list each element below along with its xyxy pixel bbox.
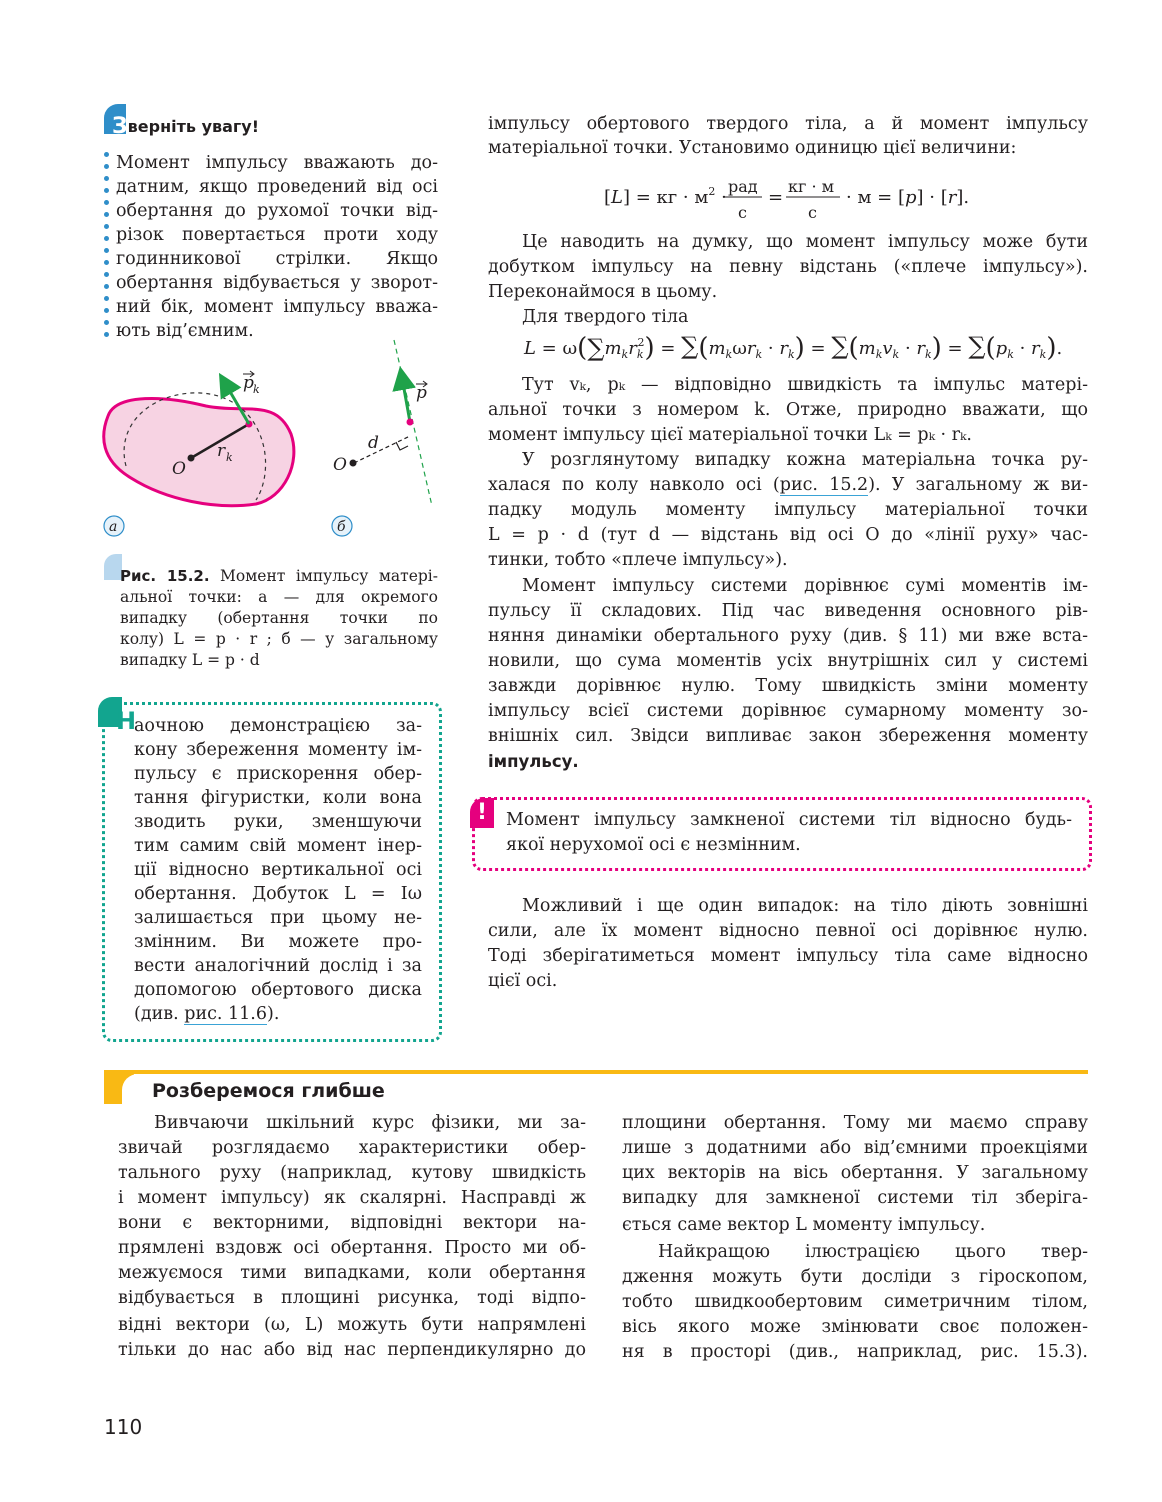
attention-line: обертання до рухомої точки від-	[116, 201, 438, 221]
text-line: Тут vₖ, pₖ — відповідно швидкість та імпульс матері-	[522, 375, 1088, 395]
demo-line: аочною демонстрацією за-	[134, 716, 422, 736]
deeper-right-line: дження можуть бути досліди з гіроскопом,	[622, 1267, 1088, 1287]
text-line: новили, що сума моментів усіх внутрішніх сил у системі	[488, 651, 1088, 671]
right-angle-mark	[396, 442, 408, 450]
law-line: якої нерухомої осі є незмінним.	[506, 835, 801, 855]
text-line: няння динаміки обертального руху (див. § 11) ми вже вста-	[488, 626, 1088, 646]
formula-part: =	[768, 187, 784, 208]
label-p: p	[243, 373, 254, 393]
unit-formula	[600, 170, 970, 226]
text-line: завжди дорівнює нулю. Тому швидкість зміни моменту	[488, 676, 1088, 696]
deeper-left-line: Вивчаючи шкільний курс фізики, ми за-	[154, 1113, 586, 1133]
figure-15-2	[96, 338, 446, 548]
caption-line: Рис. 15.2. Момент імпульсу матері-	[120, 567, 438, 585]
text-line: Переконаймося в цьому.	[488, 282, 718, 302]
formula-part: · м = [p] · [r].	[846, 187, 970, 208]
formula-part: с	[738, 203, 747, 222]
attention-line: Момент імпульсу вважають до-	[116, 153, 438, 173]
deeper-heading: Розберемося глибше	[152, 1080, 385, 1102]
deeper-left-line: вони є векторними, відповідні вектори на-	[118, 1213, 586, 1233]
text-line: імпульсу.	[488, 752, 579, 771]
text-line: Для твердого тіла	[522, 307, 689, 327]
caption-line: випадку (обертання точки по	[120, 609, 438, 627]
label-r: r	[217, 441, 226, 461]
caption-line: альної точки: а — для окремого	[120, 588, 438, 606]
deeper-right-line: площини обертання. Тому ми маємо справу	[622, 1113, 1088, 1133]
text-line: Момент імпульсу системи дорівнює сумі моментів ім-	[522, 576, 1088, 596]
text-line: падку модуль моменту імпульсу матеріальної точки	[488, 500, 1088, 520]
axis-point-b	[350, 460, 357, 467]
text-line: Це наводить на думку, що момент імпульсу може бути	[522, 232, 1088, 252]
momentum-arrow-b	[401, 372, 410, 422]
attention-line: різок повертається проти ходу	[116, 225, 438, 245]
deeper-left-line: звичай розглядаємо характеристики обер-	[118, 1138, 586, 1158]
demo-line: обертання. Добуток L = Iω	[134, 884, 422, 904]
text-line: Можливий і ще один випадок: на тіло діють зовнішні	[522, 896, 1088, 916]
deeper-right-line: цих векторів на вісь обертання. У загальному	[622, 1163, 1088, 1183]
subfig-a-label: а	[109, 519, 118, 535]
demo-line: тим самим свій момент інер-	[134, 836, 422, 856]
text-line: У розглянутому випадку кожна матеріальна точка ру-	[522, 450, 1088, 470]
deeper-right-line: лише з додатними або від’ємними проекціями	[622, 1138, 1088, 1158]
attention-dots	[104, 152, 109, 344]
deeper-right-line: тобто швидкообертовим симетричним тілом,	[622, 1292, 1088, 1312]
text-line: тинки, тобто «плече імпульсу»).	[488, 550, 788, 570]
demo-line: зводить руки, зменшуючи	[134, 812, 422, 832]
deeper-left-line: відбувається в площині рисунка, тоді відпо-	[118, 1288, 586, 1308]
demo-line: (див. рис. 11.6).	[134, 1004, 280, 1024]
text-line: пульсу її складових. Під час виведення основного рів-	[488, 601, 1088, 621]
attention-line: обертання відбувається у зворот-	[116, 273, 438, 293]
deeper-right-line: вісь якого може змінювати своє положен-	[622, 1317, 1088, 1337]
demo-line: ції відносно вертикальної осі	[134, 860, 422, 880]
formula-part: [L] = кг · $м^2$ ·	[604, 185, 727, 208]
link-fig-11-6[interactable]: рис. 11.6	[184, 1004, 268, 1024]
deeper-left-line: і момент імпульсу) як скалярні. Насправді ж	[118, 1188, 586, 1208]
formula-part: с	[808, 203, 817, 222]
formula-part: кг · м	[788, 177, 835, 196]
formula-part: $L = \omega(\sum m_kr_k2) = \sum(m_k\omega r_k \cdot r_k) = \sum(m_kv_k \cdot r_k) = \sum(p_k \cdot r_k)$.	[524, 332, 1063, 363]
demo-line: допомогою обертового диска	[134, 980, 422, 1000]
deeper-left-line: межуємося тими випадками, коли обертання	[118, 1263, 586, 1283]
text-line: добутком імпульсу на певну відстань («плече імпульсу»).	[488, 257, 1088, 277]
demo-line: кону збереження моменту ім-	[134, 740, 422, 760]
label-d: d	[368, 433, 379, 453]
law-icon: !	[470, 798, 494, 828]
text-line: момент імпульсу цієї матеріальної точки Lₖ = pₖ · rₖ.	[488, 425, 972, 445]
text-line: L = p · d (тут d — відстань від осі O до «лінії руху» час-	[488, 525, 1088, 545]
text-line: Тоді зберігатиметься момент імпульсу тіла саме відносно	[488, 946, 1088, 966]
center-point	[188, 455, 195, 462]
deeper-right-line: ня в просторі (див., наприклад, рис. 15.3).	[622, 1342, 1088, 1362]
page-number: 110	[104, 1415, 143, 1439]
caption-line: випадку L = p · d	[120, 651, 260, 669]
material-point-b	[407, 419, 414, 426]
deeper-right-line: ється саме вектор L моменту імпульсу.	[622, 1215, 986, 1235]
angular-momentum-formula	[520, 326, 1080, 366]
link-fig-15-2[interactable]: рис. 15.2	[779, 475, 869, 495]
attention-title: Зверніть увагу!	[112, 114, 260, 139]
deeper-marker-curve	[122, 1074, 146, 1104]
label-rk-sub: k	[226, 451, 233, 464]
subfig-b-label: б	[337, 519, 346, 535]
demo-line: залишається при цьому не-	[134, 908, 422, 928]
attention-line: ний бік, момент імпульсу вважа-	[116, 297, 438, 317]
demo-initial: Н	[116, 707, 137, 735]
label-O: O	[172, 459, 186, 479]
deeper-right-line: Найкращою ілюстрацією цього твер-	[658, 1242, 1088, 1262]
demo-line: тання фігуристки, коли вона	[134, 788, 422, 808]
text-line: матеріальної точки. Установимо одиницю цієї величини:	[488, 138, 1017, 158]
attention-line: ють від’ємним.	[116, 321, 254, 341]
demo-line: вести аналогічний дослід і за	[134, 956, 422, 976]
text-line: імпульсу всієї системи дорівнює сумарному моменту зо-	[488, 701, 1088, 721]
demo-line: пульсу є прискорення обер-	[134, 764, 422, 784]
deeper-left-line: тільки до нас або від нас перпендикулярно до	[118, 1340, 586, 1360]
label-p-b: p	[416, 383, 427, 403]
deeper-rule	[104, 1070, 1088, 1074]
deeper-right-line: випадку для замкненої системи тіл зберіга-	[622, 1188, 1088, 1208]
attention-line: датним, якщо проведений від осі	[116, 177, 438, 197]
text-line: сили, але їх момент відносно певної осі дорівнює нулю.	[488, 921, 1088, 941]
deeper-left-line: тального руху (наприклад, кутову швидкість	[118, 1163, 586, 1183]
formula-part: рад	[728, 177, 758, 196]
deeper-left-line: прямлені вздовж осі обертання. Просто ми об-	[118, 1238, 586, 1258]
text-line: цієї осі.	[488, 971, 558, 991]
text-line: імпульсу обертового твердого тіла, а й момент імпульсу	[488, 114, 1088, 134]
law-line: Момент імпульсу замкненої системи тіл відносно будь-	[506, 810, 1072, 830]
caption-line: колу) L = p · r ; б — у загальному	[120, 630, 438, 648]
text-line: альної точки з номером k. Отже, природно вважати, що	[488, 400, 1088, 420]
label-O-b: O	[333, 455, 347, 475]
text-line: халася по колу навколо осі (рис. 15.2). У загальному ж ви-	[488, 475, 1088, 495]
text-line: внішніх сил. Звідси випливає закон збереження моменту	[488, 726, 1088, 746]
label-pk-sub: k	[253, 383, 260, 396]
demo-line: змінним. Ви можете про-	[134, 932, 422, 952]
deeper-left-line: відні вектори (ω, L) можуть бути напрямлені	[118, 1315, 586, 1335]
attention-line: годинникової стрілки. Якщо	[116, 249, 438, 269]
